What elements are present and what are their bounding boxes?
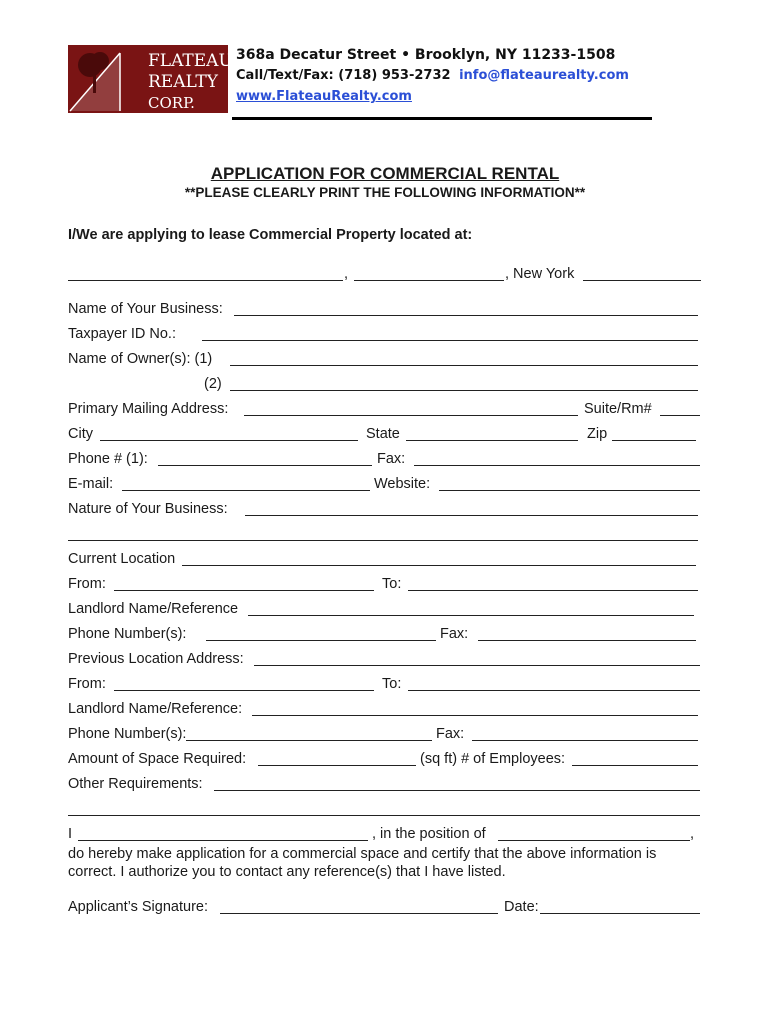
employees-field[interactable]: [572, 765, 698, 766]
owner2-label: (2): [204, 376, 222, 392]
page-title: APPLICATION FOR COMMERCIAL RENTAL: [210, 164, 560, 183]
landlord-field[interactable]: [248, 615, 694, 616]
previous-from-field[interactable]: [114, 690, 374, 691]
zip-label: Zip: [587, 426, 608, 442]
logo-line2: REALTY: [148, 72, 218, 92]
nature-label: Nature of Your Business:: [68, 501, 228, 517]
business-name-row: [68, 301, 702, 319]
mailing-address-field[interactable]: [244, 415, 578, 416]
mailing-address-row: [68, 401, 702, 419]
previous-location-row: [68, 651, 702, 669]
trailing-comma: ,: [690, 826, 695, 842]
applicant-name-field[interactable]: [78, 840, 368, 841]
owners-label: Name of Owner(s): (1): [68, 351, 213, 367]
city-field[interactable]: [100, 440, 358, 441]
employees-label: (sq ft) # of Employees:: [420, 751, 566, 767]
signature-label: Applicant’s Signature:: [68, 899, 208, 915]
landlord-row: [68, 601, 702, 619]
phone-fax-row: [68, 451, 702, 469]
nature-field[interactable]: [245, 515, 698, 516]
company-website[interactable]: www.FlateauRealty.com: [236, 89, 412, 104]
current-location-label: Current Location: [68, 551, 176, 567]
taxpayer-id-field[interactable]: [202, 340, 698, 341]
landlord-phone-row: [68, 626, 702, 644]
state-field[interactable]: [406, 440, 578, 441]
logo-line1: FLATEAU: [148, 51, 228, 71]
nature-row: [68, 501, 702, 519]
business-name-label: Name of Your Business:: [68, 301, 223, 317]
taxpayer-id-row: [68, 326, 702, 344]
company-address: 368a Decatur Street • Brooklyn, NY 11233-1508: [236, 47, 616, 63]
logo-line3: CORP.: [148, 94, 195, 112]
new-york-label: , New York: [505, 266, 575, 282]
owner1-row: [68, 351, 702, 369]
space-row: [68, 751, 702, 769]
owner1-field[interactable]: [230, 365, 698, 366]
company-logo: [68, 45, 228, 113]
previous-landlord-field[interactable]: [252, 715, 698, 716]
comma-label: ,: [344, 266, 349, 282]
other-requirements-row: [68, 776, 702, 794]
previous-landlord-label: Landlord Name/Reference:: [68, 701, 243, 717]
position-field[interactable]: [498, 840, 690, 841]
position-label: , in the position of: [372, 826, 486, 842]
email-field[interactable]: [122, 490, 370, 491]
property-city-field[interactable]: [354, 280, 504, 281]
landlord-fax-field[interactable]: [478, 640, 696, 641]
property-address-field[interactable]: [68, 280, 343, 281]
previous-fax-field[interactable]: [472, 740, 698, 741]
fax-label: Fax:: [377, 451, 406, 467]
other-requirements-label: Other Requirements:: [68, 776, 203, 792]
previous-location-field[interactable]: [254, 665, 700, 666]
previous-location-label: Previous Location Address:: [68, 651, 244, 667]
current-from-field[interactable]: [114, 590, 374, 591]
city-label: City: [68, 426, 93, 442]
owner2-row: [68, 376, 702, 394]
business-name-field[interactable]: [234, 315, 698, 316]
signature-row: [68, 899, 702, 917]
landlord-fax-label: Fax:: [440, 626, 469, 642]
space-label: Amount of Space Required:: [68, 751, 247, 767]
previous-landlord-row: [68, 701, 702, 719]
current-to-label: To:: [382, 576, 402, 592]
header-rule: [232, 117, 652, 120]
mailing-address-label: Primary Mailing Address:: [68, 401, 229, 417]
i-label: I: [68, 826, 73, 842]
other-requirements-field-2[interactable]: [68, 815, 700, 816]
signature-field[interactable]: [220, 913, 498, 914]
previous-phone-label: Phone Number(s):: [68, 726, 187, 742]
landlord-phone-label: Phone Number(s):: [68, 626, 187, 642]
current-to-field[interactable]: [408, 590, 698, 591]
page-subtitle: **PLEASE CLEARLY PRINT THE FOLLOWING INFORMATION**: [184, 185, 586, 200]
fax-field[interactable]: [414, 465, 700, 466]
nature-field-2[interactable]: [68, 540, 698, 541]
space-field[interactable]: [258, 765, 416, 766]
date-label: Date:: [504, 899, 539, 915]
previous-phone-row: [68, 726, 702, 744]
suite-label: Suite/Rm#: [584, 401, 652, 417]
previous-from-label: From:: [68, 676, 106, 692]
landlord-phone-field[interactable]: [206, 640, 436, 641]
intro-text: I/We are applying to lease Commercial Property located at:: [68, 227, 473, 243]
phone1-field[interactable]: [158, 465, 372, 466]
city-state-zip-row: [68, 426, 702, 444]
property-location-row: [68, 266, 702, 284]
email-website-row: [68, 476, 702, 494]
landlord-label: Landlord Name/Reference: [68, 601, 239, 617]
suite-field[interactable]: [660, 415, 700, 416]
zip-field[interactable]: [612, 440, 696, 441]
other-requirements-field[interactable]: [214, 790, 700, 791]
previous-from-to-row: [68, 676, 702, 694]
date-field[interactable]: [540, 913, 700, 914]
current-from-label: From:: [68, 576, 106, 592]
current-location-field[interactable]: [182, 565, 696, 566]
previous-fax-label: Fax:: [436, 726, 465, 742]
email-label: E-mail:: [68, 476, 114, 492]
taxpayer-id-label: Taxpayer ID No.:: [68, 326, 176, 342]
company-email[interactable]: info@flateaurealty.com: [459, 68, 629, 83]
current-location-row: [68, 551, 702, 569]
nature-row-2: [68, 526, 702, 544]
previous-phone-field[interactable]: [186, 740, 432, 741]
applicant-name-row: [68, 826, 702, 844]
certification-text: do hereby make application for a commercial space and certify that the above information is correct. I authorize you to contact any reference(s) that I have listed.: [68, 846, 657, 880]
phone1-label: Phone # (1):: [68, 451, 148, 467]
company-contact: [236, 68, 629, 83]
state-label: State: [366, 426, 400, 442]
website-label: Website:: [374, 476, 431, 492]
other-requirements-row-2: [68, 801, 702, 819]
current-from-to-row: [68, 576, 702, 594]
previous-to-field[interactable]: [408, 690, 700, 691]
website-field[interactable]: [439, 490, 700, 491]
company-phone: Call/Text/Fax: (718) 953-2732: [236, 68, 451, 83]
previous-to-label: To:: [382, 676, 402, 692]
owner2-field[interactable]: [230, 390, 698, 391]
property-zip-field[interactable]: [583, 280, 701, 281]
